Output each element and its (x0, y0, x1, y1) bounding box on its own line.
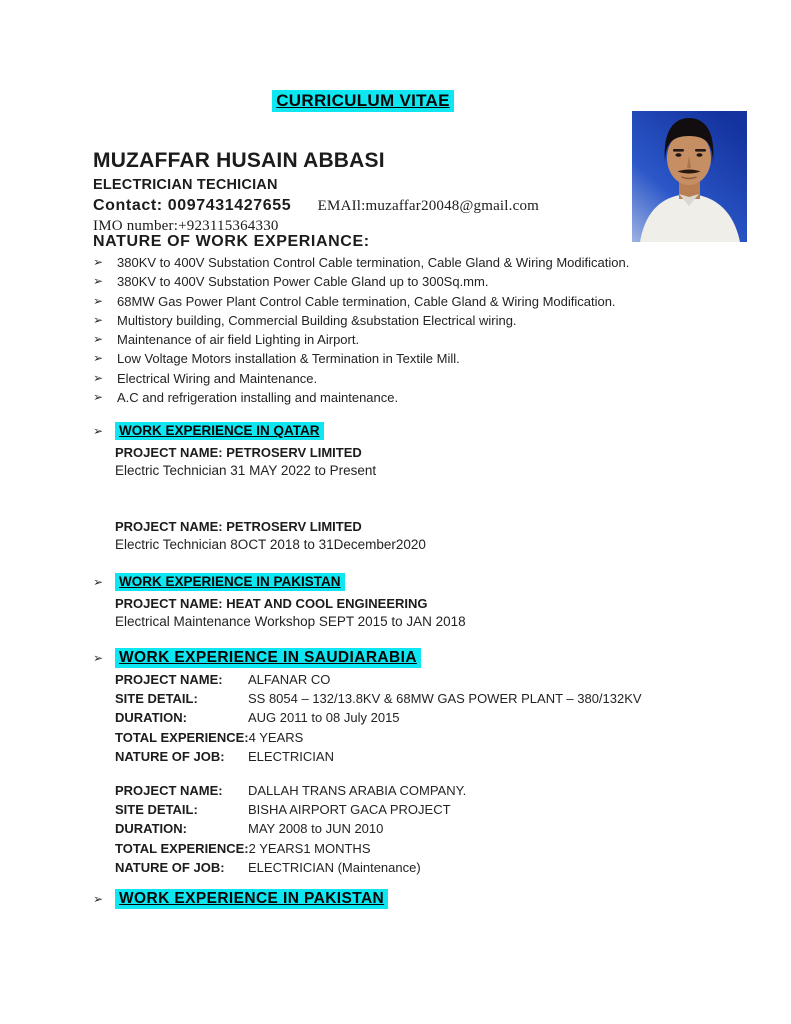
project-detail: Electrical Maintenance Workshop SEPT 2015 to JAN 2018 (115, 614, 466, 629)
project-title: PROJECT NAME: PETROSERV LIMITED (115, 519, 362, 534)
project-detail: Electric Technician 8OCT 2018 to 31December2020 (115, 537, 426, 552)
detail-label: SITE DETAIL: (115, 691, 198, 707)
work-experience-qatar-section (93, 421, 753, 554)
detail-label: PROJECT NAME: (115, 783, 223, 799)
arrow-bullet-icon: ➢ (93, 332, 104, 347)
project-title: PROJECT NAME: PETROSERV LIMITED (115, 445, 362, 460)
list-item-text: 380KV to 400V Substation Control Cable termination, Cable Gland & Wiring Modification. (117, 255, 630, 270)
detail-value: AUG 2011 to 08 July 2015 (248, 710, 400, 726)
section-heading-row (93, 647, 753, 668)
detail-row (115, 689, 753, 708)
project-detail-table (115, 781, 753, 877)
list-item (93, 349, 733, 368)
imo-number: IMO number:+923115364330 (93, 218, 279, 234)
list-item (93, 369, 733, 388)
project-title: PROJECT NAME: HEAT AND COOL ENGINEERING (115, 596, 428, 611)
list-item-text: Electrical Wiring and Maintenance. (117, 370, 318, 386)
arrow-bullet-icon: ➢ (93, 293, 104, 308)
nature-of-work-section (93, 231, 733, 407)
list-item (93, 330, 733, 349)
contact-number: Contact: 0097431427655 (93, 197, 292, 214)
detail-row (115, 819, 753, 838)
arrow-bullet-icon: ➢ (93, 312, 104, 327)
detail-label: TOTAL EXPERIENCE: (115, 729, 249, 745)
section-heading-row (93, 888, 753, 909)
arrow-bullet-icon: ➢ (93, 351, 104, 366)
detail-value: ALFANAR CO (248, 672, 331, 687)
identity-block (93, 146, 713, 235)
detail-value: SS 8054 – 132/13.8KV & 68MW GAS POWER PLANT – 380/132KV (248, 691, 642, 707)
detail-value: ELECTRICIAN (Maintenance) (248, 859, 421, 875)
arrow-bullet-icon: ➢ (93, 575, 104, 589)
project-detail-table (115, 670, 753, 766)
pakistan-final-section-heading: WORK EXPERIENCE IN PAKISTAN (115, 889, 388, 909)
list-item-text: A.C and refrigeration installing and maintenance. (117, 390, 399, 406)
list-item (93, 253, 733, 272)
list-item-text: 380KV to 400V Substation Power Cable Gland up to 300Sq.mm. (117, 274, 489, 290)
detail-row (115, 728, 753, 747)
detail-label: NATURE OF JOB: (115, 748, 225, 764)
list-item (93, 272, 733, 291)
pakistan-section-heading: WORK EXPERIENCE IN PAKISTAN (115, 573, 345, 591)
detail-row (115, 781, 753, 800)
list-item-text: 68MW Gas Power Plant Control Cable termination, Cable Gland & Wiring Modification. (117, 293, 616, 309)
detail-value: MAY 2008 to JUN 2010 (248, 821, 384, 837)
detail-row (115, 708, 753, 727)
detail-value: ELECTRICIAN (248, 748, 334, 764)
qatar-section-heading: WORK EXPERIENCE IN QATAR (115, 422, 324, 440)
arrow-bullet-icon: ➢ (93, 651, 104, 665)
detail-row (115, 747, 753, 766)
detail-row (115, 858, 753, 877)
list-item-text: Multistory building, Commercial Building &substation Electrical wiring. (117, 312, 517, 328)
list-item-text: Low Voltage Motors installation & Termination in Textile Mill. (117, 351, 460, 367)
arrow-bullet-icon: ➢ (93, 255, 104, 269)
arrow-bullet-icon: ➢ (93, 370, 104, 385)
detail-value: BISHA AIRPORT GACA PROJECT (248, 802, 451, 818)
detail-label: PROJECT NAME: (115, 672, 223, 687)
list-item-text: Maintenance of air field Lighting in Airport. (117, 332, 360, 348)
work-experience-saudiarabia-section (93, 647, 753, 877)
saudiarabia-section-heading: WORK EXPERIENCE IN SAUDIARABIA (115, 648, 421, 668)
detail-label: SITE DETAIL: (115, 802, 198, 818)
detail-label: NATURE OF JOB: (115, 859, 225, 875)
project-detail: Electric Technician 31 MAY 2022 to Present (115, 463, 377, 478)
list-item (93, 292, 733, 311)
detail-row (115, 839, 753, 858)
candidate-name: MUZAFFAR HUSAIN ABBASI (93, 149, 385, 172)
section-heading-row (93, 421, 753, 441)
detail-label: DURATION: (115, 710, 187, 726)
arrow-bullet-icon: ➢ (93, 274, 104, 289)
arrow-bullet-icon: ➢ (93, 424, 104, 438)
detail-label: DURATION: (115, 821, 187, 837)
detail-value: 2 YEARS1 MONTHS (248, 840, 371, 856)
detail-value: 4 YEARS (248, 729, 304, 745)
list-item (93, 311, 733, 330)
work-experience-pakistan-section (93, 572, 753, 631)
work-experience-pakistan-final-section (93, 888, 753, 909)
document-title: CURRICULUM VITAE (272, 90, 454, 112)
section-heading-row (93, 572, 753, 592)
detail-label: TOTAL EXPERIENCE: (115, 840, 249, 856)
detail-row (115, 800, 753, 819)
detail-row (115, 670, 753, 689)
nature-of-work-heading: NATURE OF WORK EXPERIANCE: (93, 233, 370, 250)
document-title-row (93, 91, 633, 111)
email-address: EMAIl:muzaffar20048@gmail.com (317, 198, 540, 214)
contact-row (93, 195, 713, 217)
candidate-role: ELECTRICIAN TECHICIAN (93, 177, 278, 193)
arrow-bullet-icon: ➢ (93, 892, 104, 906)
arrow-bullet-icon: ➢ (93, 390, 104, 405)
detail-value: DALLAH TRANS ARABIA COMPANY. (248, 783, 467, 799)
list-item (93, 388, 733, 407)
